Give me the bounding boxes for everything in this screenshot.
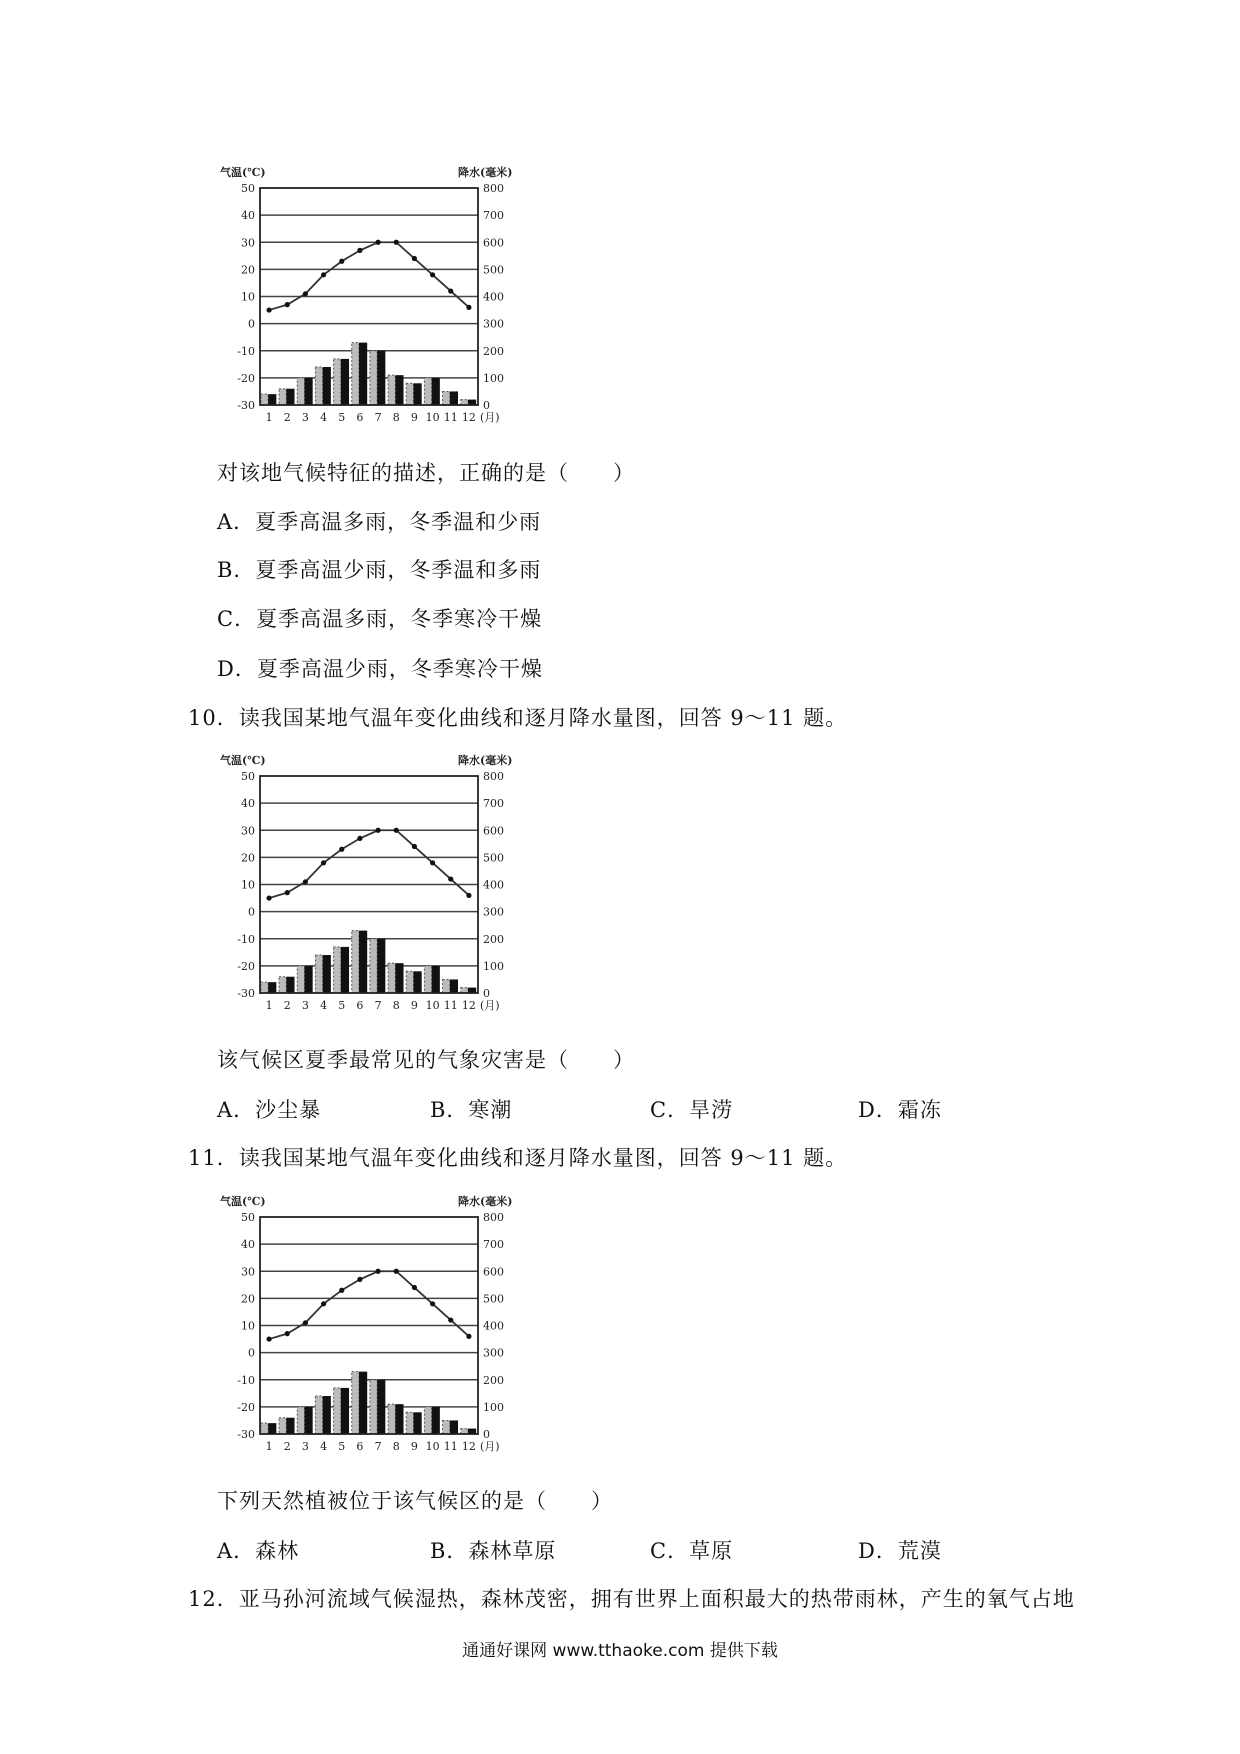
temperature-point <box>357 248 362 253</box>
temperature-point <box>285 1331 290 1336</box>
month-tick-label: 1 <box>265 411 273 424</box>
left-tick-label: -10 <box>237 932 255 946</box>
q11-option-b: B．森林草原 <box>430 1539 557 1563</box>
temperature-point <box>375 240 380 245</box>
temperature-point <box>266 307 271 312</box>
precip-bar-shadow <box>334 947 341 993</box>
temperature-point <box>394 828 399 833</box>
precip-bar <box>268 394 276 405</box>
q9-prompt: 对该地气候特征的描述，正确的是（ ） <box>217 461 635 485</box>
right-tick-label: 0 <box>483 399 490 412</box>
precip-bar <box>395 1404 403 1434</box>
month-tick-label: 9 <box>410 411 418 424</box>
right-tick-label: 400 <box>483 1319 504 1333</box>
q11-prompt: 下列天然植被位于该气候区的是（ ） <box>217 1489 613 1513</box>
q10-option-a: A．沙尘暴 <box>217 1098 322 1122</box>
precip-bar <box>268 982 276 993</box>
temperature-point <box>321 1301 326 1306</box>
left-tick-label: 30 <box>241 824 255 838</box>
precip-bar-shadow <box>261 982 268 993</box>
precip-bar <box>359 931 367 993</box>
precip-bar <box>432 378 440 405</box>
month-tick-label: 10 <box>425 999 440 1012</box>
precip-bar <box>286 1418 294 1434</box>
right-axis-title: 降水(毫米) <box>458 1195 513 1208</box>
temperature-point <box>412 256 417 261</box>
left-tick-label: 0 <box>248 905 255 919</box>
precip-bar <box>286 389 294 405</box>
month-tick-label: 3 <box>301 1440 309 1453</box>
right-tick-label: 600 <box>483 236 504 250</box>
right-tick-label: 0 <box>483 987 490 1000</box>
left-tick-label: -20 <box>237 959 255 973</box>
precip-bar-shadow <box>424 1407 431 1434</box>
left-tick-label: 50 <box>241 182 255 195</box>
left-tick-label: 10 <box>241 878 255 892</box>
precip-bar <box>432 1407 440 1434</box>
month-tick-label: 11 <box>443 411 458 424</box>
precip-bar-shadow <box>261 394 268 405</box>
left-tick-label: 20 <box>241 1292 255 1306</box>
left-tick-label: 10 <box>241 290 255 304</box>
month-tick-label: 12 <box>461 1440 476 1453</box>
temperature-point <box>466 893 471 898</box>
temperature-point <box>375 828 380 833</box>
precip-bar <box>286 977 294 993</box>
temperature-point <box>303 1320 308 1325</box>
precip-bar <box>323 955 331 993</box>
temperature-line <box>269 242 469 310</box>
precip-bar-shadow <box>443 1420 450 1434</box>
month-tick-label: 8 <box>392 1440 400 1453</box>
precip-bar-shadow <box>297 1407 304 1434</box>
climate-chart-1 <box>214 160 544 435</box>
temperature-point <box>303 879 308 884</box>
right-tick-label: 200 <box>483 344 504 358</box>
left-tick-label: 40 <box>241 797 255 811</box>
right-tick-label: 700 <box>483 1238 504 1252</box>
precip-bar-shadow <box>261 1423 268 1434</box>
left-tick-label: -30 <box>237 399 255 412</box>
right-tick-label: 500 <box>483 263 504 277</box>
precip-bar-shadow <box>334 359 341 405</box>
left-tick-label: 10 <box>241 1319 255 1333</box>
left-tick-label: 0 <box>248 317 255 331</box>
x-axis-unit: (月) <box>480 411 500 424</box>
temperature-line <box>269 830 469 898</box>
temperature-point <box>266 895 271 900</box>
precip-bar <box>450 979 458 993</box>
climate-chart-3 <box>214 1189 544 1464</box>
precip-bar <box>450 1420 458 1434</box>
precip-bar-shadow <box>297 378 304 405</box>
month-tick-label: 2 <box>283 411 291 424</box>
left-tick-label: 20 <box>241 263 255 277</box>
temperature-point <box>266 1336 271 1341</box>
left-tick-label: 30 <box>241 1265 255 1279</box>
precip-bar <box>377 1380 385 1434</box>
right-tick-label: 100 <box>483 1400 504 1414</box>
left-tick-label: 50 <box>241 1211 255 1224</box>
month-tick-label: 11 <box>443 1440 458 1453</box>
precip-bar-shadow <box>297 966 304 993</box>
precip-bar <box>323 367 331 405</box>
left-tick-label: 30 <box>241 236 255 250</box>
precip-bar-shadow <box>388 1404 395 1434</box>
q11-option-c: C．草原 <box>650 1539 734 1563</box>
temperature-point <box>357 836 362 841</box>
precip-bar-shadow <box>443 391 450 405</box>
right-tick-label: 100 <box>483 959 504 973</box>
month-tick-label: 12 <box>461 999 476 1012</box>
precip-bar-shadow <box>406 971 413 993</box>
right-axis-title: 降水(毫米) <box>458 754 513 767</box>
precip-bar <box>341 1388 349 1434</box>
temperature-point <box>448 876 453 881</box>
month-tick-label: 9 <box>410 999 418 1012</box>
right-tick-label: 300 <box>483 317 504 331</box>
temperature-line <box>269 1271 469 1339</box>
left-tick-label: -20 <box>237 371 255 385</box>
month-tick-label: 3 <box>301 411 309 424</box>
right-tick-label: 800 <box>483 182 504 195</box>
month-tick-label: 4 <box>320 411 328 424</box>
month-tick-label: 9 <box>410 1440 418 1453</box>
month-tick-label: 7 <box>374 411 382 424</box>
left-tick-label: -10 <box>237 344 255 358</box>
temperature-point <box>448 1317 453 1322</box>
precip-bar-shadow <box>352 931 359 993</box>
temperature-point <box>448 288 453 293</box>
precip-bar-shadow <box>315 955 322 993</box>
precip-bar-shadow <box>388 963 395 993</box>
month-tick-label: 6 <box>356 999 364 1012</box>
precip-bar <box>305 966 313 993</box>
left-axis-title: 气温(℃) <box>220 1195 266 1208</box>
temperature-point <box>412 1285 417 1290</box>
temperature-point <box>430 1301 435 1306</box>
right-axis-title: 降水(毫米) <box>458 166 513 179</box>
page-footer: 通通好课网 www.tthaoke.com 提供下载 <box>462 1641 778 1661</box>
temperature-point <box>321 860 326 865</box>
temperature-point <box>339 847 344 852</box>
q9-option-c: C．夏季高温多雨，冬季寒冷干燥 <box>217 607 543 631</box>
month-tick-label: 10 <box>425 1440 440 1453</box>
right-tick-label: 800 <box>483 770 504 783</box>
temperature-point <box>466 305 471 310</box>
precip-bar <box>414 971 422 993</box>
precip-bar-shadow <box>352 1372 359 1434</box>
precip-bar <box>323 1396 331 1434</box>
precip-bar-shadow <box>424 378 431 405</box>
right-tick-label: 700 <box>483 209 504 223</box>
q9-option-a: A．夏季高温多雨，冬季温和少雨 <box>217 510 542 534</box>
precip-bar-shadow <box>315 1396 322 1434</box>
precip-bar <box>414 1412 422 1434</box>
temperature-point <box>394 240 399 245</box>
precip-bar-shadow <box>370 1380 377 1434</box>
q11-option-a: A．森林 <box>217 1539 300 1563</box>
right-tick-label: 300 <box>483 905 504 919</box>
left-tick-label: -10 <box>237 1373 255 1387</box>
temperature-point <box>285 302 290 307</box>
left-tick-label: 0 <box>248 1346 255 1360</box>
left-tick-label: -30 <box>237 1428 255 1441</box>
precip-bar <box>377 351 385 405</box>
precip-bar <box>377 939 385 993</box>
q11-option-d: D．荒漠 <box>858 1539 942 1563</box>
temperature-point <box>321 272 326 277</box>
x-axis-unit: (月) <box>480 999 500 1012</box>
q10-option-d: D．霜冻 <box>858 1098 942 1122</box>
temperature-point <box>357 1277 362 1282</box>
right-tick-label: 700 <box>483 797 504 811</box>
month-tick-label: 4 <box>320 999 328 1012</box>
precip-bar-shadow <box>406 1412 413 1434</box>
right-tick-label: 0 <box>483 1428 490 1441</box>
right-tick-label: 300 <box>483 1346 504 1360</box>
month-tick-label: 6 <box>356 1440 364 1453</box>
precip-bar-shadow <box>279 389 286 405</box>
precip-bar <box>432 966 440 993</box>
month-tick-label: 5 <box>338 1440 346 1453</box>
month-tick-label: 4 <box>320 1440 328 1453</box>
temperature-point <box>430 860 435 865</box>
left-tick-label: 40 <box>241 209 255 223</box>
right-tick-label: 600 <box>483 1265 504 1279</box>
q10-option-b: B．寒潮 <box>430 1098 513 1122</box>
month-tick-label: 2 <box>283 1440 291 1453</box>
temperature-point <box>412 844 417 849</box>
month-tick-label: 12 <box>461 411 476 424</box>
right-tick-label: 400 <box>483 290 504 304</box>
month-tick-label: 11 <box>443 999 458 1012</box>
month-tick-label: 1 <box>265 1440 273 1453</box>
month-tick-label: 1 <box>265 999 273 1012</box>
precip-bar-shadow <box>352 343 359 405</box>
month-tick-label: 2 <box>283 999 291 1012</box>
left-tick-label: -20 <box>237 1400 255 1414</box>
precip-bar <box>395 963 403 993</box>
precip-bar <box>305 378 313 405</box>
precip-bar <box>341 947 349 993</box>
q9-option-b: B．夏季高温少雨，冬季温和多雨 <box>217 558 542 582</box>
climate-chart-2 <box>214 748 544 1023</box>
precip-bar <box>359 1372 367 1434</box>
precip-bar-shadow <box>279 1418 286 1434</box>
month-tick-label: 3 <box>301 999 309 1012</box>
precip-bar <box>414 383 422 405</box>
temperature-point <box>339 259 344 264</box>
right-tick-label: 400 <box>483 878 504 892</box>
left-axis-title: 气温(℃) <box>220 166 266 179</box>
precip-bar-shadow <box>370 351 377 405</box>
precip-bar <box>341 359 349 405</box>
month-tick-label: 8 <box>392 999 400 1012</box>
precip-bar-shadow <box>279 977 286 993</box>
right-tick-label: 100 <box>483 371 504 385</box>
precip-bar-shadow <box>315 367 322 405</box>
q10-stem: 10．读我国某地气温年变化曲线和逐月降水量图，回答 9～11 题。 <box>188 706 848 730</box>
month-tick-label: 5 <box>338 999 346 1012</box>
right-tick-label: 500 <box>483 1292 504 1306</box>
q11-stem: 11．读我国某地气温年变化曲线和逐月降水量图，回答 9～11 题。 <box>188 1146 848 1170</box>
right-tick-label: 500 <box>483 851 504 865</box>
month-tick-label: 7 <box>374 999 382 1012</box>
temperature-point <box>339 1288 344 1293</box>
right-tick-label: 200 <box>483 1373 504 1387</box>
precip-bar <box>305 1407 313 1434</box>
left-tick-label: 40 <box>241 1238 255 1252</box>
q9-option-d: D．夏季高温少雨，冬季寒冷干燥 <box>217 657 543 681</box>
precip-bar <box>359 343 367 405</box>
temperature-point <box>303 291 308 296</box>
precip-bar-shadow <box>388 375 395 405</box>
month-tick-label: 7 <box>374 1440 382 1453</box>
q10-option-c: C．旱涝 <box>650 1098 734 1122</box>
q12-stem: 12．亚马孙河流域气候湿热，森林茂密，拥有世界上面积最大的热带雨林，产生的氧气占地 <box>188 1587 1075 1611</box>
month-tick-label: 5 <box>338 411 346 424</box>
precip-bar <box>450 391 458 405</box>
left-axis-title: 气温(℃) <box>220 754 266 767</box>
precip-bar <box>395 375 403 405</box>
right-tick-label: 800 <box>483 1211 504 1224</box>
precip-bar <box>268 1423 276 1434</box>
left-tick-label: -30 <box>237 987 255 1000</box>
precip-bar-shadow <box>334 1388 341 1434</box>
temperature-point <box>375 1269 380 1274</box>
left-tick-label: 20 <box>241 851 255 865</box>
temperature-point <box>394 1269 399 1274</box>
q10-prompt: 该气候区夏季最常见的气象灾害是（ ） <box>217 1048 635 1072</box>
x-axis-unit: (月) <box>480 1440 500 1453</box>
precip-bar-shadow <box>443 979 450 993</box>
precip-bar-shadow <box>370 939 377 993</box>
left-tick-label: 50 <box>241 770 255 783</box>
month-tick-label: 8 <box>392 411 400 424</box>
precip-bar-shadow <box>424 966 431 993</box>
precip-bar-shadow <box>406 383 413 405</box>
temperature-point <box>285 890 290 895</box>
right-tick-label: 600 <box>483 824 504 838</box>
temperature-point <box>466 1334 471 1339</box>
temperature-point <box>430 272 435 277</box>
month-tick-label: 10 <box>425 411 440 424</box>
month-tick-label: 6 <box>356 411 364 424</box>
right-tick-label: 200 <box>483 932 504 946</box>
